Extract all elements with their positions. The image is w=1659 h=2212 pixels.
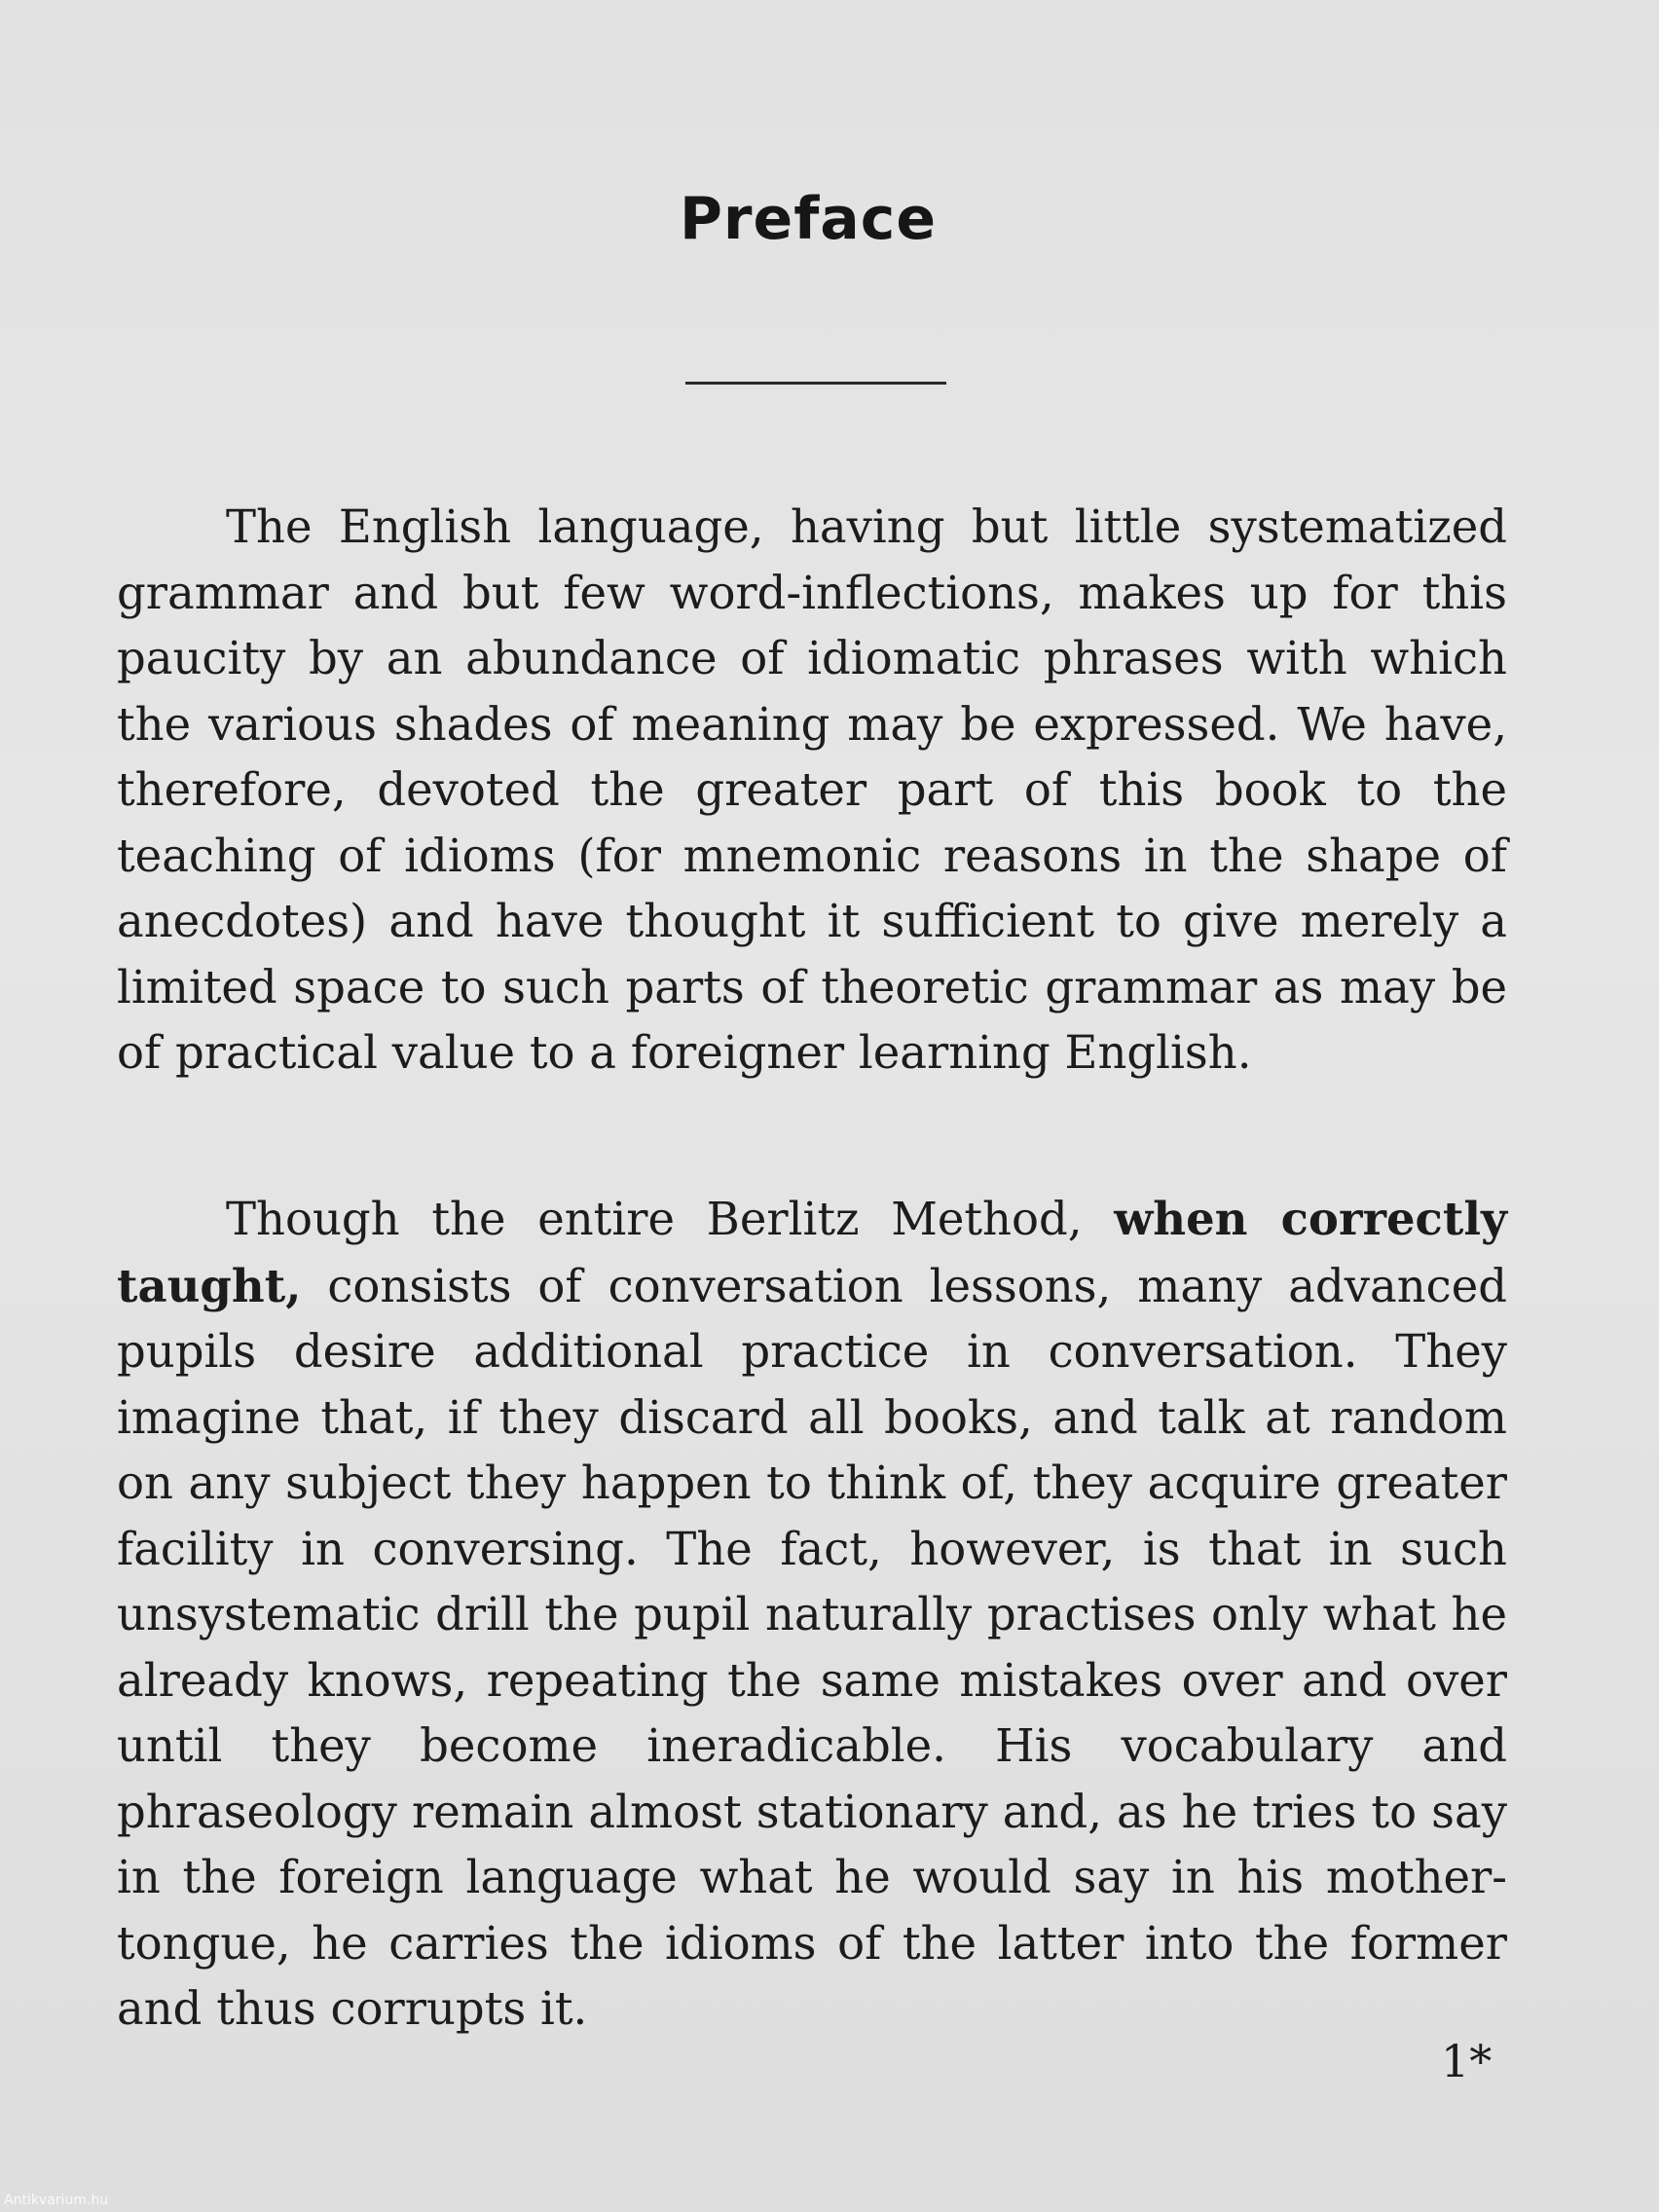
paragraph-1: The English language, having but little systematized grammar and but few word-inflections, makes up for this paucity by an abundance of idiomatic phrases with which the various shades of meaning may be expressed. We have, therefore, devoted the greater part of this book to the teaching of idioms (for mnemonic reasons in the shape of anecdotes) and have thought it sufficient to give merely a limited space to such parts of theoretic grammar as may be of practical value to a foreigner learning English. — [117, 500, 1507, 1079]
paragraph-2-intro: Though the entire Berlitz Method, — [226, 1193, 1115, 1245]
paragraph-2-rest: consists of conversation lessons, many advanced pupils desire additional practice in conversation. They imagine that, if they discard all books, and talk at random on any subject they happen to think of, they acquire greater facility in conversing. The fact, however, is that in such unsystematic drill the pupil naturally practises only what he already knows, repeating the same mistakes over and over until they become ineradicable. His vocabulary and phraseology remain almost stationary and, as he tries to say in the foreign language what he would say in his mother-tongue, he carries the idioms of the latter into the former and thus corrupts it. — [117, 1259, 1507, 2035]
title-divider — [685, 382, 946, 385]
page-title: Preface — [679, 185, 938, 253]
page-number: 1* — [1441, 2035, 1493, 2087]
watermark: Antikvarium.hu — [4, 2193, 109, 2208]
paragraph-2-emphasis: when correctly taught, — [117, 1192, 1507, 1312]
paragraph-2 — [117, 1186, 1507, 2043]
